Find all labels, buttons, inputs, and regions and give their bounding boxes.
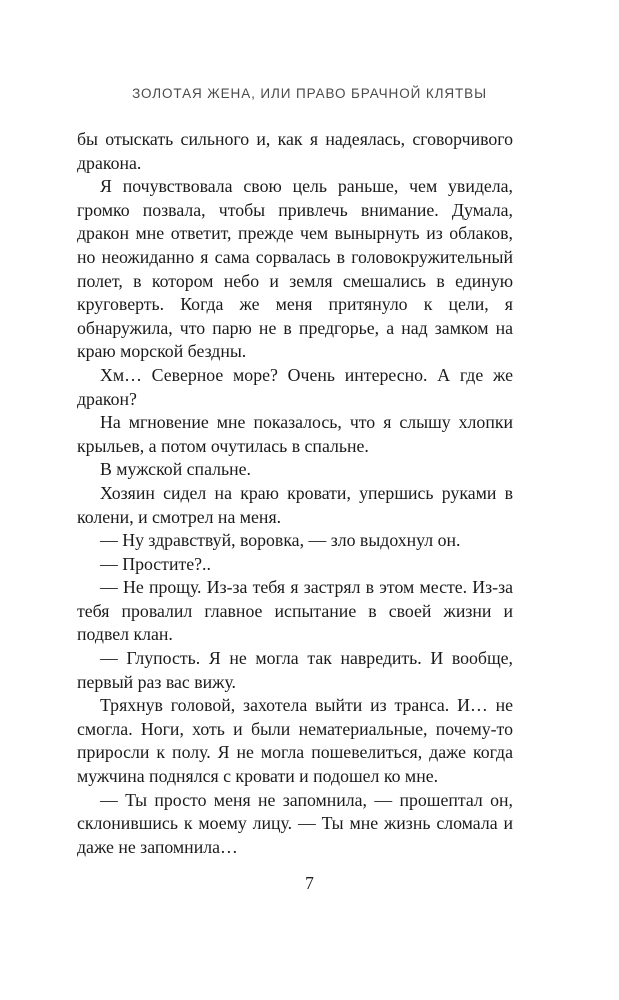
body-text [77,128,513,859]
dialogue-line: — Ну здравствуй, воровка, — зло выдохнул он. [100,530,461,551]
dialogue-line: — Простите?.. [100,553,211,574]
page-number: 7 [305,873,314,893]
paragraph: Хм… Северное море? Очень интересно. А где же дракон? [77,364,513,409]
paragraph: В мужской спальне. [100,459,251,480]
paragraph: Хозяин сидел на краю кровати, упершись руками в колени, и смотрел на меня. [77,482,513,527]
dialogue-line: — Не прощу. Из-за тебя я застрял в этом месте. Из-за тебя провалил главное испытание в своей жизни и подвел клан. [77,577,513,645]
paragraph: Тряхнув головой, захотела выйти из транса. И… не смогла. Ноги, хоть и были нематериальные, почему-то приросли к полу. Я не могла пошевелиться, даже когда мужчина поднялся с кровати и подошел ко мне. [77,695,513,787]
dialogue-line: — Глупость. Я не могла так навредить. И вообще, первый раз вас вижу. [77,648,513,692]
running-header: ЗОЛОТАЯ ЖЕНА, ИЛИ ПРАВО БРАЧНОЙ КЛЯТВЫ [132,86,487,101]
paragraph: Я почувствовала свою цель раньше, чем увидела, громко позвала, чтобы привлечь внимание. Думала, дракон мне ответит, прежде чем вынырнуть из облаков, но неожиданно я сама сорвалась в головокружительный полет, в котором небо и земля смешались в единую круговерть. Когда же меня притянуло к цели, я обнаружила, что парю не в предгорье, а над замком на краю морской бездны. [77,176,513,362]
paragraph: На мгновение мне показалось, что я слышу хлопки крыльев, а потом очутилась в спальне. [77,412,513,456]
paragraph: бы отыскать сильного и, как я надеялась, сговорчивого дракона. [77,129,513,173]
dialogue-line: — Ты просто меня не запомнила, — прошептал он, склонившись к моему лицу. — Ты мне жизнь сломала и даже не запомнила… [77,789,513,857]
